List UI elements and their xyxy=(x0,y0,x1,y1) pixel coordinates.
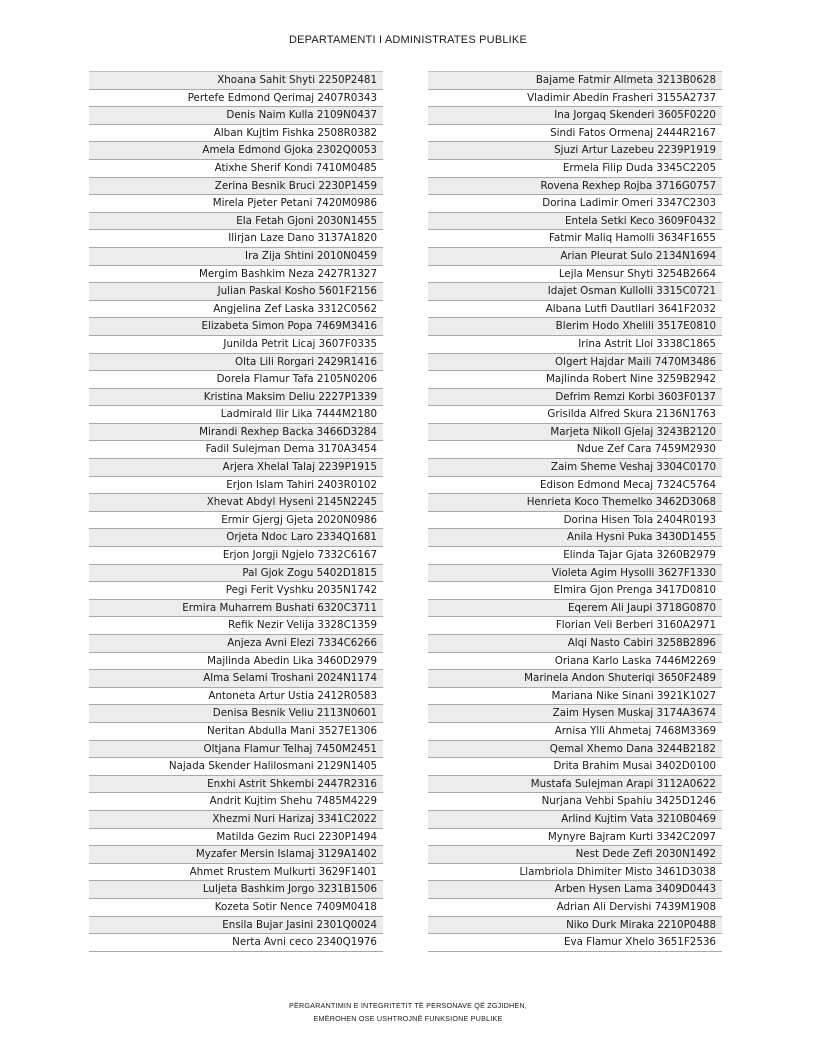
left-name-column xyxy=(89,71,383,952)
list-item: Luljeta Bashkim Jorgo 3231B1506 xyxy=(89,881,383,899)
list-item: Sindi Fatos Ormenaj 2444R2167 xyxy=(428,125,722,143)
list-item: Violeta Agim Hysolli 3627F1330 xyxy=(428,565,722,583)
list-item: Enxhi Astrit Shkembi 2447R2316 xyxy=(89,776,383,794)
list-item: Ela Fetah Gjoni 2030N1455 xyxy=(89,213,383,231)
list-item: Elinda Tajar Gjata 3260B2979 xyxy=(428,547,722,565)
list-item: Angjelina Zef Laska 3312C0562 xyxy=(89,301,383,319)
list-item: Zaim Hysen Muskaj 3174A3674 xyxy=(428,705,722,723)
list-item: Edison Edmond Mecaj 7324C5764 xyxy=(428,477,722,495)
list-item: Mynyre Bajram Kurti 3342C2097 xyxy=(428,829,722,847)
list-item: Andrit Kujtim Shehu 7485M4229 xyxy=(89,793,383,811)
list-item: Erjon Islam Tahiri 2403R0102 xyxy=(89,477,383,495)
list-item: Arben Hysen Lama 3409D0443 xyxy=(428,881,722,899)
list-item: Entela Setki Keco 3609F0432 xyxy=(428,213,722,231)
list-item: Sjuzi Artur Lazebeu 2239P1919 xyxy=(428,142,722,160)
list-item: Denis Naim Kulla 2109N0437 xyxy=(89,107,383,125)
list-item: Ndue Zef Cara 7459M2930 xyxy=(428,441,722,459)
list-item: Xhoana Sahit Shyti 2250P2481 xyxy=(89,72,383,90)
list-item: Elizabeta Simon Popa 7469M3416 xyxy=(89,318,383,336)
list-item: Erjon Jorgji Ngjelo 7332C6167 xyxy=(89,547,383,565)
list-item: Vladimir Abedin Frasheri 3155A2737 xyxy=(428,90,722,108)
list-item: Qemal Xhemo Dana 3244B2182 xyxy=(428,741,722,759)
list-item: Nest Dede Zefi 2030N1492 xyxy=(428,846,722,864)
list-item: Arnisa Ylli Ahmetaj 7468M3369 xyxy=(428,723,722,741)
list-item: Julian Paskal Kosho 5601F2156 xyxy=(89,283,383,301)
list-item: Neritan Abdulla Mani 3527E1306 xyxy=(89,723,383,741)
list-item: Zaim Sheme Veshaj 3304C0170 xyxy=(428,459,722,477)
list-item: Pertefe Edmond Qerimaj 2407R0343 xyxy=(89,90,383,108)
list-item: Majlinda Robert Nine 3259B2942 xyxy=(428,371,722,389)
list-item: Alqi Nasto Cabiri 3258B2896 xyxy=(428,635,722,653)
list-item: Ilirjan Laze Dano 3137A1820 xyxy=(89,230,383,248)
list-item: Kristina Maksim Deliu 2227P1339 xyxy=(89,389,383,407)
list-item: Ermira Muharrem Bushati 6320C3711 xyxy=(89,600,383,618)
list-item: Orjeta Ndoc Laro 2334Q1681 xyxy=(89,529,383,547)
list-item: Elmira Gjon Prenga 3417D0810 xyxy=(428,582,722,600)
list-item: Marjeta Nikoll Gjelaj 3243B2120 xyxy=(428,424,722,442)
list-item: Fatmir Maliq Hamolli 3634F1655 xyxy=(428,230,722,248)
list-item: Eqerem Ali Jaupi 3718G0870 xyxy=(428,600,722,618)
list-item: Najada Skender Halilosmani 2129N1405 xyxy=(89,758,383,776)
page-footer xyxy=(0,999,816,1025)
list-item: Arian Pleurat Sulo 2134N1694 xyxy=(428,248,722,266)
list-item: Xhevat Abdyl Hyseni 2145N2245 xyxy=(89,494,383,512)
list-item: Arlind Kujtim Vata 3210B0469 xyxy=(428,811,722,829)
list-item: Defrim Remzi Korbi 3603F0137 xyxy=(428,389,722,407)
list-item: Blerim Hodo Xhelili 3517E0810 xyxy=(428,318,722,336)
list-item: Grisilda Alfred Skura 2136N1763 xyxy=(428,406,722,424)
list-item: Alban Kujtim Fishka 2508R0382 xyxy=(89,125,383,143)
list-item: Ahmet Rrustem Mulkurti 3629F1401 xyxy=(89,864,383,882)
list-item: Ermela Filip Duda 3345C2205 xyxy=(428,160,722,178)
footer-line-2: EMËROHEN OSE USHTROJNË FUNKSIONE PUBLIKE xyxy=(313,1014,503,1023)
list-item: Majlinda Abedin Lika 3460D2979 xyxy=(89,653,383,671)
list-item: Drita Brahim Musai 3402D0100 xyxy=(428,758,722,776)
list-item: Lejla Mensur Shyti 3254B2664 xyxy=(428,266,722,284)
list-item: Dorina Hisen Tola 2404R0193 xyxy=(428,512,722,530)
list-item: Fadil Sulejman Dema 3170A3454 xyxy=(89,441,383,459)
list-item: Ladmirald Ilir Lika 7444M2180 xyxy=(89,406,383,424)
list-item: Oltjana Flamur Telhaj 7450M2451 xyxy=(89,741,383,759)
list-item: Zerina Besnik Bruci 2230P1459 xyxy=(89,178,383,196)
list-item: Nerta Avni ceco 2340Q1976 xyxy=(89,934,383,952)
list-item: Henrieta Koco Themelko 3462D3068 xyxy=(428,494,722,512)
page-title: DEPARTAMENTI I ADMINISTRATES PUBLIKE xyxy=(288,34,528,46)
list-item: Olta Lili Rorgari 2429R1416 xyxy=(89,354,383,372)
list-item: Olgert Hajdar Maili 7470M3486 xyxy=(428,354,722,372)
list-item: Niko Durk Miraka 2210P0488 xyxy=(428,917,722,935)
right-name-column xyxy=(428,71,722,952)
list-item: Pal Gjok Zogu 5402D1815 xyxy=(89,565,383,583)
list-item: Idajet Osman Kullolli 3315C0721 xyxy=(428,283,722,301)
list-item: Dorina Ladimir Omeri 3347C2303 xyxy=(428,195,722,213)
list-item: Xhezmi Nuri Harizaj 3341C2022 xyxy=(89,811,383,829)
list-item: Oriana Karlo Laska 7446M2269 xyxy=(428,653,722,671)
list-item: Ira Zija Shtini 2010N0459 xyxy=(89,248,383,266)
list-item: Marinela Andon Shuteriqi 3650F2489 xyxy=(428,670,722,688)
list-item: Bajame Fatmir Allmeta 3213B0628 xyxy=(428,72,722,90)
list-item: Junilda Petrit Licaj 3607F0335 xyxy=(89,336,383,354)
list-item: Llambriola Dhimiter Misto 3461D3038 xyxy=(428,864,722,882)
list-item: Albana Lutfi Dautllari 3641F2032 xyxy=(428,301,722,319)
list-item: Atixhe Sherif Kondi 7410M0485 xyxy=(89,160,383,178)
list-item: Anjeza Avni Elezi 7334C6266 xyxy=(89,635,383,653)
list-item: Irina Astrit Lloi 3338C1865 xyxy=(428,336,722,354)
list-item: Ermir Gjergj Gjeta 2020N0986 xyxy=(89,512,383,530)
list-item: Ensila Bujar Jasini 2301Q0024 xyxy=(89,917,383,935)
list-item: Dorela Flamur Tafa 2105N0206 xyxy=(89,371,383,389)
list-item: Mariana Nike Sinani 3921K1027 xyxy=(428,688,722,706)
list-item: Rovena Rexhep Rojba 3716G0757 xyxy=(428,178,722,196)
list-item: Pegi Ferit Vyshku 2035N1742 xyxy=(89,582,383,600)
list-item: Eva Flamur Xhelo 3651F2536 xyxy=(428,934,722,952)
list-item: Arjera Xhelal Talaj 2239P1915 xyxy=(89,459,383,477)
footer-line-1: PËRGARANTIMIN E INTEGRITETIT TË PERSONAVE QË ZGJIDHEN, xyxy=(288,1001,528,1010)
list-item: Refik Nezir Velija 3328C1359 xyxy=(89,617,383,635)
list-item: Mustafa Sulejman Arapi 3112A0622 xyxy=(428,776,722,794)
list-item: Matilda Gezim Ruci 2230P1494 xyxy=(89,829,383,847)
list-item: Mirandi Rexhep Backa 3466D3284 xyxy=(89,424,383,442)
list-item: Mergim Bashkim Neza 2427R1327 xyxy=(89,266,383,284)
list-item: Ina Jorgaq Skenderi 3605F0220 xyxy=(428,107,722,125)
list-item: Kozeta Sotir Nence 7409M0418 xyxy=(89,899,383,917)
list-item: Amela Edmond Gjoka 2302Q0053 xyxy=(89,142,383,160)
list-item: Adrian Ali Dervishi 7439M1908 xyxy=(428,899,722,917)
list-item: Mirela Pjeter Petani 7420M0986 xyxy=(89,195,383,213)
list-item: Denisa Besnik Veliu 2113N0601 xyxy=(89,705,383,723)
list-item: Anila Hysni Puka 3430D1455 xyxy=(428,529,722,547)
list-item: Nurjana Vehbi Spahiu 3425D1246 xyxy=(428,793,722,811)
list-item: Florian Veli Berberi 3160A2971 xyxy=(428,617,722,635)
list-item: Alma Selami Troshani 2024N1174 xyxy=(89,670,383,688)
list-item: Antoneta Artur Ustia 2412R0583 xyxy=(89,688,383,706)
list-item: Myzafer Mersin Islamaj 3129A1402 xyxy=(89,846,383,864)
